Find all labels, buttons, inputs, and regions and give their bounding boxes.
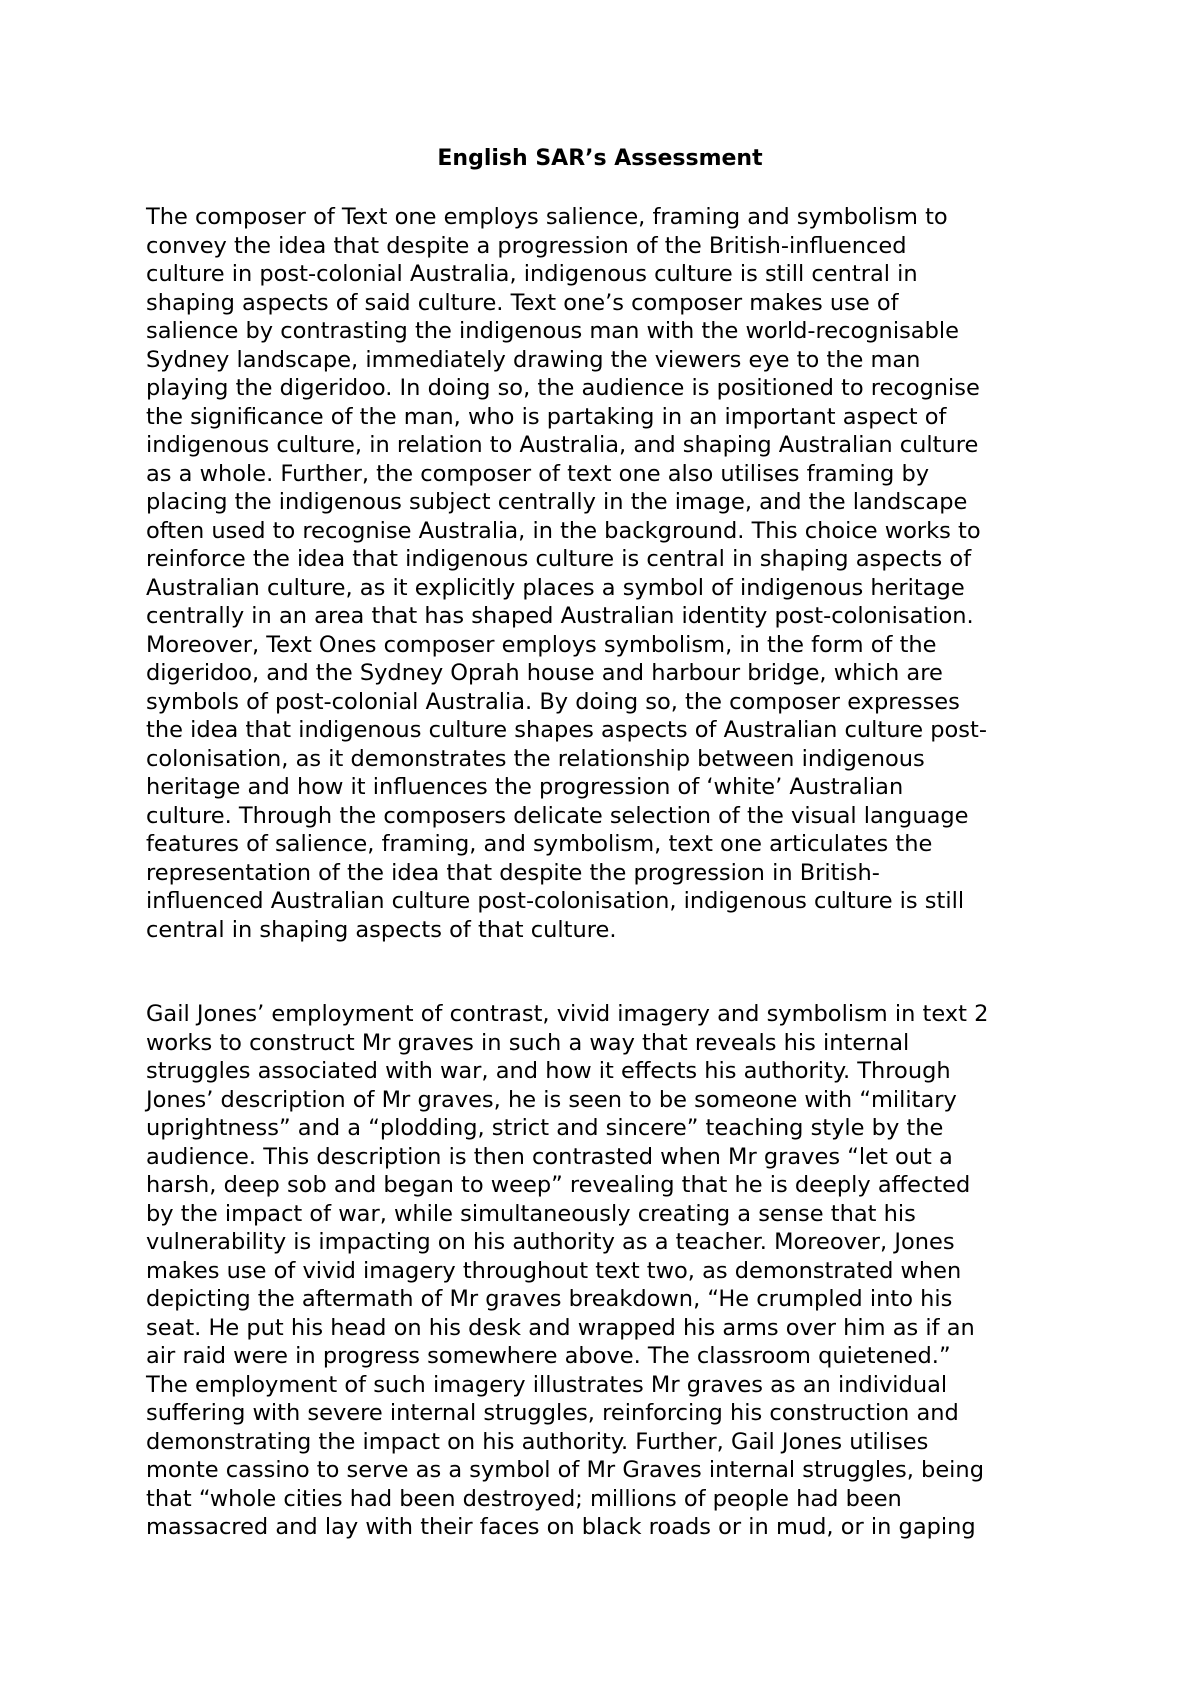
paragraph-line: monte cassino to serve as a symbol of Mr Graves internal struggles, being: [146, 1457, 984, 1483]
paragraph-line: reinforce the idea that indigenous culture is central in shaping aspects of: [146, 546, 972, 572]
paragraph-line: culture in post-colonial Australia, indigenous culture is still central in: [146, 261, 918, 287]
paragraph-line: as a whole. Further, the composer of text one also utilises framing by: [146, 460, 930, 487]
document-title: English SAR’s Assessment: [437, 146, 763, 171]
paragraph-line: depicting the aftermath of Mr graves breakdown, “He crumpled into his: [146, 1286, 953, 1312]
paragraph-line: colonisation, as it demonstrates the relationship between indigenous: [146, 745, 925, 772]
paragraph-line: air raid were in progress somewhere above. The classroom quietened.”: [146, 1343, 951, 1369]
paragraph-line: convey the idea that despite a progression of the British-influenced: [146, 232, 907, 259]
paragraph-line: that “whole cities had been destroyed; millions of people had been: [146, 1485, 902, 1512]
paragraph-line: culture. Through the composers delicate selection of the visual language: [146, 802, 969, 829]
paragraph-line: indigenous culture, in relation to Australia, and shaping Australian culture: [146, 432, 979, 458]
paragraph-line: suffering with severe internal struggles, reinforcing his construction and: [146, 1400, 959, 1426]
paragraph-line: often used to recognise Australia, in the background. This choice works to: [146, 517, 981, 544]
paragraph-line: the idea that indigenous culture shapes aspects of Australian culture post-: [146, 717, 987, 743]
paragraph-line: by the impact of war, while simultaneously creating a sense that his: [146, 1200, 916, 1227]
paragraph-line: struggles associated with war, and how it effects his authority. Through: [146, 1058, 951, 1084]
paragraph-line: playing the digeridoo. In doing so, the audience is positioned to recognise: [146, 375, 980, 401]
paragraph-line: harsh, deep sob and began to weep” revealing that he is deeply affected: [146, 1172, 971, 1198]
paragraph-line: representation of the idea that despite the progression in British-: [146, 859, 880, 886]
paragraph-line: the significance of the man, who is partaking in an important aspect of: [146, 403, 947, 430]
paragraph-line: heritage and how it influences the progression of ‘white’ Australian: [146, 774, 904, 800]
paragraph-text-one-analysis: [146, 203, 1086, 944]
paragraph-line: seat. He put his head on his desk and wrapped his arms over him as if an: [146, 1314, 975, 1341]
paragraph-line: features of salience, framing, and symbolism, text one articulates the: [146, 831, 933, 857]
paragraph-line: makes use of vivid imagery throughout text two, as demonstrated when: [146, 1257, 962, 1284]
paragraph-line: central in shaping aspects of that culture.: [146, 916, 617, 943]
paragraph-line: symbols of post-colonial Australia. By doing so, the composer expresses: [146, 688, 960, 715]
paragraph-line: digeridoo, and the Sydney Oprah house and harbour bridge, which are: [146, 660, 943, 686]
paragraph-line: The composer of Text one employs salience, framing and symbolism to: [146, 204, 948, 230]
paragraph-line: The employment of such imagery illustrates Mr graves as an individual: [146, 1371, 948, 1398]
paragraph-line: vulnerability is impacting on his authority as a teacher. Moreover, Jones: [146, 1229, 955, 1255]
paragraph-text-two-analysis: [146, 1000, 1086, 1542]
paragraph-line: Moreover, Text Ones composer employs symbolism, in the form of the: [146, 631, 937, 658]
paragraph-line: massacred and lay with their faces on black roads or in mud, or in gaping: [146, 1514, 976, 1540]
paragraph-line: audience. This description is then contrasted when Mr graves “let out a: [146, 1143, 953, 1170]
paragraph-line: Gail Jones’ employment of contrast, vivid imagery and symbolism in text 2: [146, 1001, 989, 1027]
paragraph-line: influenced Australian culture post-colonisation, indigenous culture is still: [146, 888, 965, 914]
paragraph-line: placing the indigenous subject centrally in the image, and the landscape: [146, 489, 968, 515]
paragraph-line: shaping aspects of said culture. Text one’s composer makes use of: [146, 289, 899, 316]
paragraph-line: salience by contrasting the indigenous man with the world-recognisable: [146, 318, 959, 344]
paragraph-line: centrally in an area that has shaped Australian identity post-colonisation.: [146, 603, 974, 629]
paragraph-line: Sydney landscape, immediately drawing the viewers eye to the man: [146, 346, 921, 373]
paragraph-line: Jones’ description of Mr graves, he is seen to be someone with “military: [146, 1086, 957, 1113]
paragraph-line: demonstrating the impact on his authority. Further, Gail Jones utilises: [146, 1428, 929, 1455]
paragraph-line: Australian culture, as it explicitly places a symbol of indigenous heritage: [146, 574, 965, 601]
paragraph-line: uprightness” and a “plodding, strict and sincere” teaching style by the: [146, 1115, 944, 1141]
paragraph-line: works to construct Mr graves in such a way that reveals his internal: [146, 1029, 910, 1056]
